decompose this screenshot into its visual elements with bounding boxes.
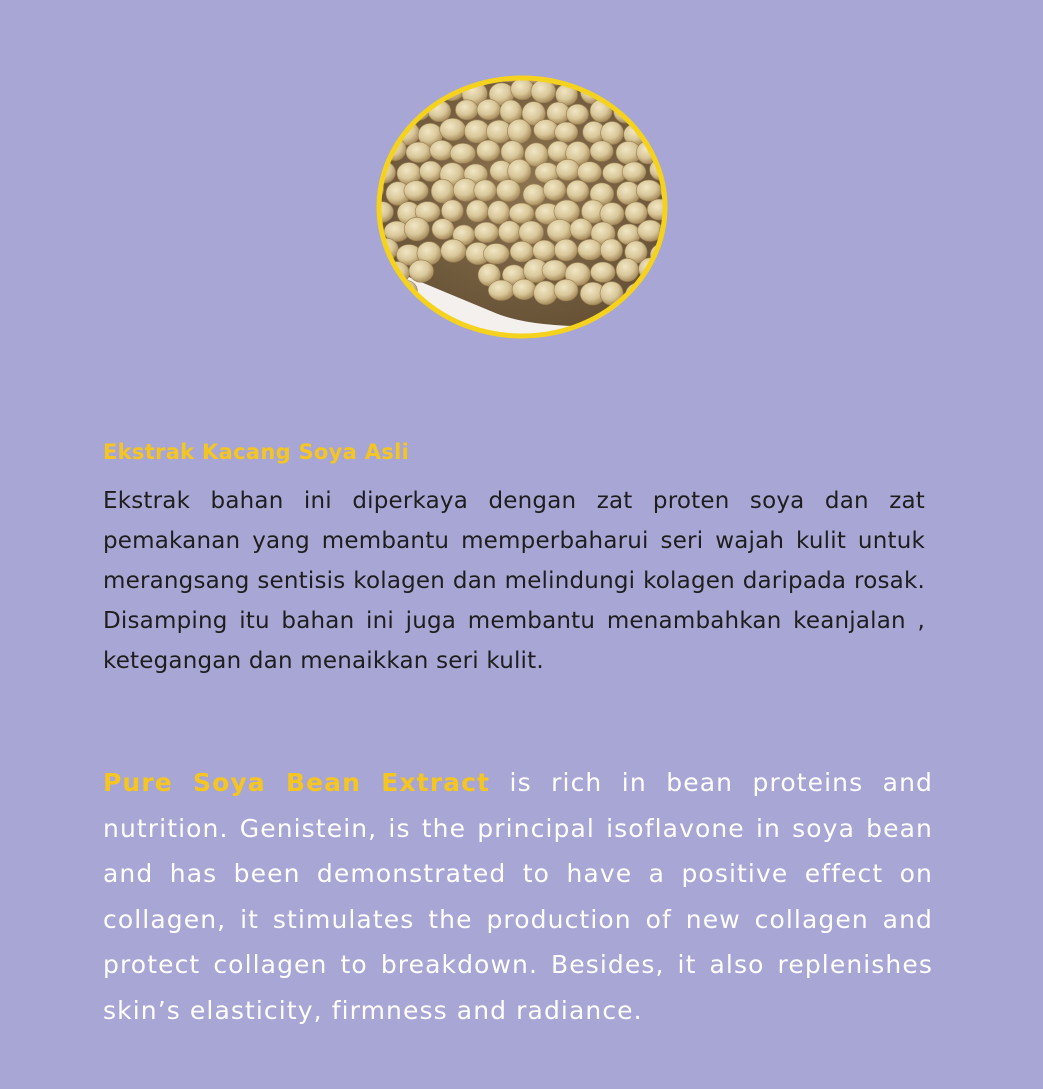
soya-beans-photo	[373, 72, 671, 342]
english-paragraph	[103, 760, 933, 1033]
english-body: is rich in bean proteins and nutrition. Genistein, is the principal isoflavone in soya bean and has been demonstrated to have a positive effect on collagen, it stimulates the production of new collagen and protect collagen to breakdown. Besides, it also replenishes skin’s elasticity, firmness and radiance.	[103, 768, 933, 1025]
malay-heading: Ekstrak Kacang Soya Asli	[103, 440, 410, 464]
english-highlight: Pure Soya Bean Extract	[103, 768, 491, 797]
malay-paragraph: Ekstrak bahan ini diperkaya dengan zat proten soya dan zat pemakanan yang membantu memperbaharui seri wajah kulit untuk merangsang sentisis kolagen dan melindungi kolagen daripada rosak. Disamping itu bahan ini juga membantu menambahkan keanjalan , ketegangan dan menaikkan seri kulit.	[103, 488, 925, 674]
